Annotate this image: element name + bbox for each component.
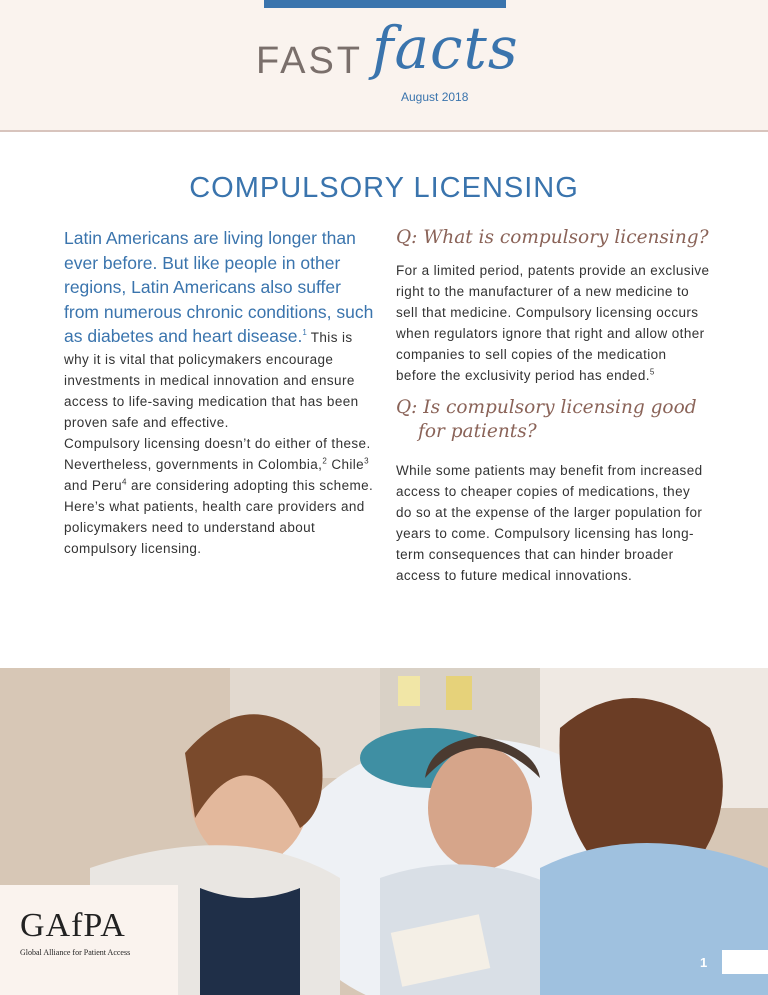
left-column bbox=[64, 226, 376, 559]
footnote-ref: 3 bbox=[364, 456, 369, 465]
answer-1-text: For a limited period, patents provide an exclusive right to the manufacturer of a new medicine to sell that medicine. Compulsory licensing occurs when regulators ignore that right and allow other companies to sell copies of the medication before the exclusivity period has ended. bbox=[396, 263, 710, 383]
answer-paragraph-2: While some patients may benefit from increased access to cheaper copies of medications, they do so at the expense of the larger population for years to come. Compulsory licensing has long-term consequences that can hinder broader access to future medical innovations. bbox=[396, 463, 703, 583]
logo-facts: facts bbox=[372, 14, 519, 82]
footnote-ref: 2 bbox=[322, 456, 328, 465]
intro-body-text: This is why it is vital that policymakers encourage investments in medical innovation and ensure access to life-saving medication that has been proven safe and effective. bbox=[64, 330, 359, 430]
second-paragraph bbox=[64, 433, 376, 559]
question-2-line-1: Q: Is compulsory licensing good bbox=[396, 397, 697, 418]
org-logo-box bbox=[0, 885, 178, 995]
p2-text-a: Compulsory licensing doesn’t do either of these. Nevertheless, governments in Colombia, bbox=[64, 435, 371, 472]
question-heading-1: Q: What is compulsory licensing? bbox=[396, 227, 709, 248]
right-column bbox=[396, 226, 710, 586]
footnote-ref: 1 bbox=[302, 328, 307, 338]
intro-paragraph bbox=[64, 226, 376, 433]
question-heading-2 bbox=[396, 396, 710, 444]
p2-text-b: Chile bbox=[327, 456, 365, 472]
answer-paragraph-1 bbox=[396, 260, 710, 386]
lead-text: Latin Americans are living longer than ever before. But like people in other regions, Latin Americans also suffer from numerous chronic conditions, such as diabetes and heart disease. bbox=[64, 228, 374, 346]
header-band bbox=[0, 0, 768, 132]
footnote-ref: 4 bbox=[122, 477, 127, 486]
page-number: 1 bbox=[700, 955, 708, 970]
p2-text-d: are considering adopting this scheme. Here’s what patients, health care providers and policymakers need to understand about compulsory licensing. bbox=[64, 477, 374, 556]
footnote-ref: 5 bbox=[649, 367, 655, 377]
top-accent-bar bbox=[264, 0, 506, 8]
page-tab bbox=[722, 950, 768, 974]
org-logo-mark: GAfPA bbox=[20, 907, 126, 944]
logo-fast: FAST bbox=[256, 40, 364, 82]
page-title: COMPULSORY LICENSING bbox=[189, 172, 579, 204]
question-2-line-2: for patients? bbox=[418, 421, 537, 442]
p2-text-c: and Peru bbox=[64, 477, 122, 493]
org-logo-tagline: Global Alliance for Patient Access bbox=[20, 948, 131, 957]
issue-date: August 2018 bbox=[401, 90, 469, 104]
